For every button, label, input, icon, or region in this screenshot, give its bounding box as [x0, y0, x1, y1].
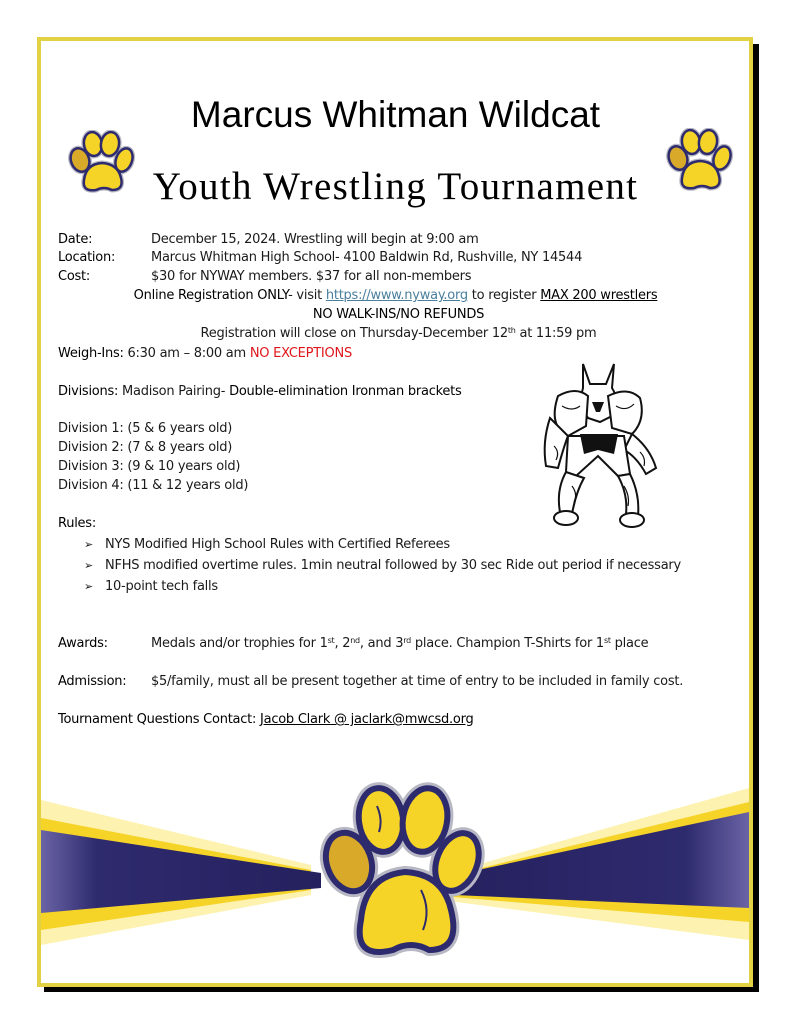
registration-lead: Online Registration ONLY [133, 288, 289, 303]
rule-text: NFHS modified overtime rules. 1min neutral followed by 30 sec Ride out period if necessary [105, 558, 681, 573]
registration-close [0, 325, 791, 343]
registration-to-register: to register [467, 288, 541, 303]
nyway-link[interactable]: https://www.nyway.org [325, 288, 468, 303]
location-value: Marcus Whitman High School- 4100 Baldwin Rd, Rushville, NY 14544 [151, 250, 583, 265]
weighins-label: Weigh-Ins: [58, 346, 124, 361]
awards-sup: st [327, 636, 335, 645]
contact-label: Tournament Questions Contact: [58, 712, 261, 727]
awards-label: Awards: [58, 636, 108, 651]
cost-row [58, 268, 471, 286]
arrow-bullet-icon: ➢ [84, 580, 93, 593]
contact-row [58, 711, 473, 729]
date-value: December 15, 2024. Wrestling will begin at 9:00 am [151, 232, 479, 247]
date-row [58, 231, 478, 249]
arrow-bullet-icon: ➢ [84, 538, 93, 551]
awards-text: place. Champion T-Shirts for 1 [411, 636, 604, 651]
divisions-row [58, 383, 462, 401]
close-text: Registration will close on Thursday-December 12 [200, 326, 508, 341]
division-item: Division 4: (11 & 12 years old) [58, 478, 249, 493]
registration-line [0, 287, 791, 305]
awards-text: place [610, 636, 649, 651]
awards-row [58, 635, 648, 653]
close-sup: th [507, 326, 516, 335]
no-walkins-notice: NO WALK-INS/NO REFUNDS [312, 307, 485, 322]
cost-value: $30 for NYWAY members. $37 for all non-members [151, 269, 472, 284]
page-subtitle: Youth Wrestling Tournament [152, 165, 639, 208]
location-label: Location: [58, 250, 116, 265]
divisions-pairing: Madison Pairing- [118, 384, 230, 399]
arrow-bullet-icon: ➢ [84, 559, 93, 572]
awards-sup: rd [403, 636, 412, 645]
admission-value: $5/family, must all be present together at time of entry to be included in family cost. [151, 674, 684, 689]
division-item: Division 2: (7 & 8 years old) [58, 440, 233, 455]
rule-item [84, 578, 218, 596]
awards-text: , and 3 [359, 636, 404, 651]
awards-text: Medals and/or trophies for 1 [151, 636, 328, 651]
max-wrestlers: MAX 200 wrestlers [540, 288, 658, 303]
registration-visit: - visit [288, 288, 326, 303]
weighins-warning: NO EXCEPTIONS [249, 346, 352, 361]
close-time: at 11:59 pm [515, 326, 597, 341]
rule-text: 10-point tech falls [105, 579, 218, 594]
admission-row [58, 673, 683, 691]
wildcat-wrestler-illustration [528, 356, 668, 534]
date-label: Date: [58, 232, 93, 247]
paw-banner-graphic [41, 770, 749, 970]
rules-label: Rules: [58, 516, 96, 531]
awards-text: , 2 [334, 636, 351, 651]
weighins-row [58, 345, 352, 363]
division-item: Division 3: (9 & 10 years old) [58, 459, 241, 474]
divisions-label: Divisions: [58, 384, 119, 399]
cost-label: Cost: [58, 269, 91, 284]
page-title: Marcus Whitman Wildcat [190, 94, 601, 135]
rule-item [84, 557, 681, 575]
location-row [58, 249, 582, 267]
divisions-format: Double-elimination Ironman brackets [229, 384, 462, 399]
division-item: Division 1: (5 & 6 years old) [58, 421, 233, 436]
rule-item [84, 536, 450, 554]
awards-sup: st [603, 636, 611, 645]
admission-label: Admission: [58, 674, 127, 689]
contact-email-link[interactable]: Jacob Clark @ jaclark@mwcsd.org [260, 712, 474, 727]
awards-sup: nd [350, 636, 360, 645]
weighins-value: 6:30 am – 8:00 am [123, 346, 250, 361]
rule-text: NYS Modified High School Rules with Certified Referees [105, 537, 450, 552]
